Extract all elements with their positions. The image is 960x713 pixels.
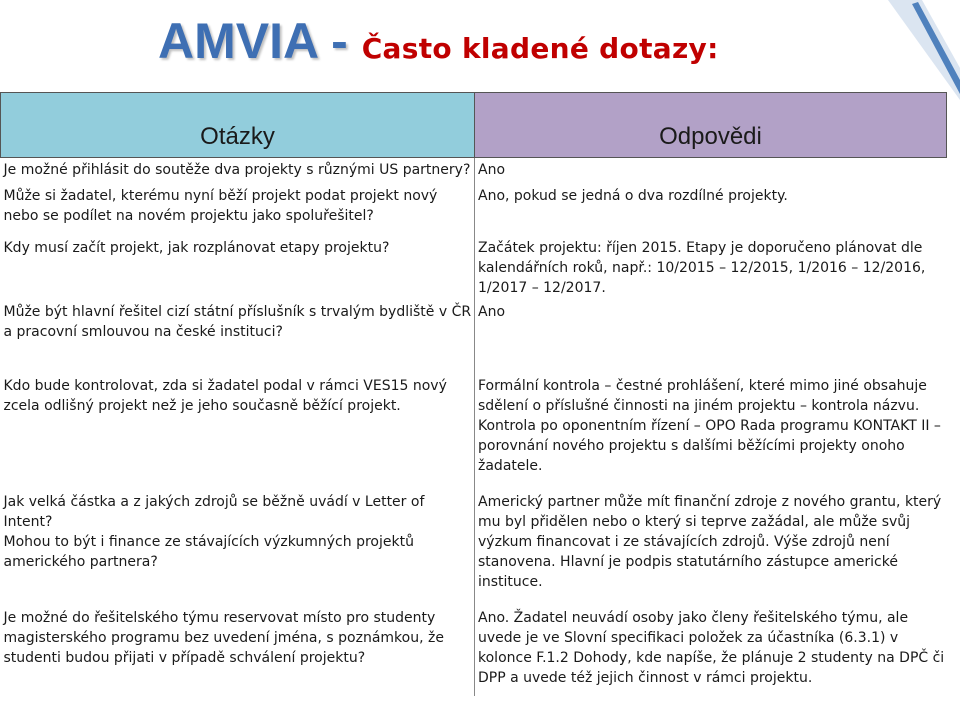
question-line: Mohou to být i finance ze stávajících výzkumných projektů amerického partnera? [3,534,414,570]
answer-cell: Začátek projektu: říjen 2015. Etapy je doporučeno plánovat dle kalendářních roků, např.: 10/2015 – 12/2015, 1/2016 – 12/2016, 1/2017 – 12/2017. [478,240,926,296]
question-line: Jak velká částka a z jakých zdrojů se běžně uvádí v Letter of Intent? [3,494,425,530]
answer-line: Kontrola po oponentním řízení – OPO Rada programu KONTAKT II – porovnání nového projektu s dalšími běžícími projekty onoho žadatele. [478,418,941,474]
table-row [1,302,947,366]
page-title [158,10,719,80]
answer-line: Formální kontrola – čestné prohlášení, které mimo jiné obsahuje sdělení o příslušné činnosti na jiném projektu – kontrola názvu. [478,378,927,414]
question-cell: Kdy musí začít projekt, jak rozplánovat etapy projektu? [1,226,475,302]
table-row [1,158,947,185]
question-cell: Je možné přihlásit do soutěže dva projekty s různými US partnery? [1,158,475,185]
page-subtitle: Často kladené dotazy: [361,32,719,65]
answer-cell [475,366,947,476]
answer-cell: Ano [478,162,506,178]
answer-cell: Ano, pokud se jedná o dva rozdílné projekty. [478,188,788,204]
table-row [1,366,947,476]
table-row [1,226,947,302]
question-cell: Může si žadatel, kterému nyní běží projekt podat projekt nový nebo se podílet na novém projektu jako spoluřešitel? [1,184,475,226]
table-row [1,596,947,696]
question-cell [1,476,475,596]
question-cell: Může být hlavní řešitel cizí státní příslušník s trvalým bydliště v ČR a pracovní smlouvou na české instituci? [1,302,475,366]
corner-triangle-icon [888,0,960,100]
answer-cell: Ano. Žadatel neuvádí osoby jako členy řešitelského týmu, ale uvede je ve Slovní specifikaci položek za účastníka (6.3.1) v kolonce F.1.2 Dohody, kde napíše, že plánuje 2 studenty na DPČ či DPP a uvede též jejich činnost v rámci projektu. [478,610,945,686]
brand-name: AMVIA - [158,13,362,69]
question-cell: Je možné do řešitelského týmu reservovat místo pro studenty magisterského programu bez uvedení jména, s poznámkou, že studenti budou přijati v případě schválení projektu? [1,596,475,696]
table-row [1,184,947,226]
table-header-row [1,93,947,158]
answer-cell: Ano [478,304,506,320]
table-row [1,476,947,596]
header-questions: Otázky [1,93,475,158]
question-cell: Kdo bude kontrolovat, zda si žadatel podal v rámci VES15 nový zcela odlišný projekt než je jeho současně běžící projekt. [1,366,475,476]
faq-table [0,92,947,696]
answer-cell: Americký partner může mít finanční zdroje z nového grantu, který mu byl přidělen nebo o který si teprve zažádal, ale může svůj výzkum financovat i ze stávajících zdrojů. Výše zdrojů není stanovena. Hlavní je podpis statutárního zástupce americké instituce. [478,494,942,590]
header-answers: Odpovědi [475,93,947,158]
